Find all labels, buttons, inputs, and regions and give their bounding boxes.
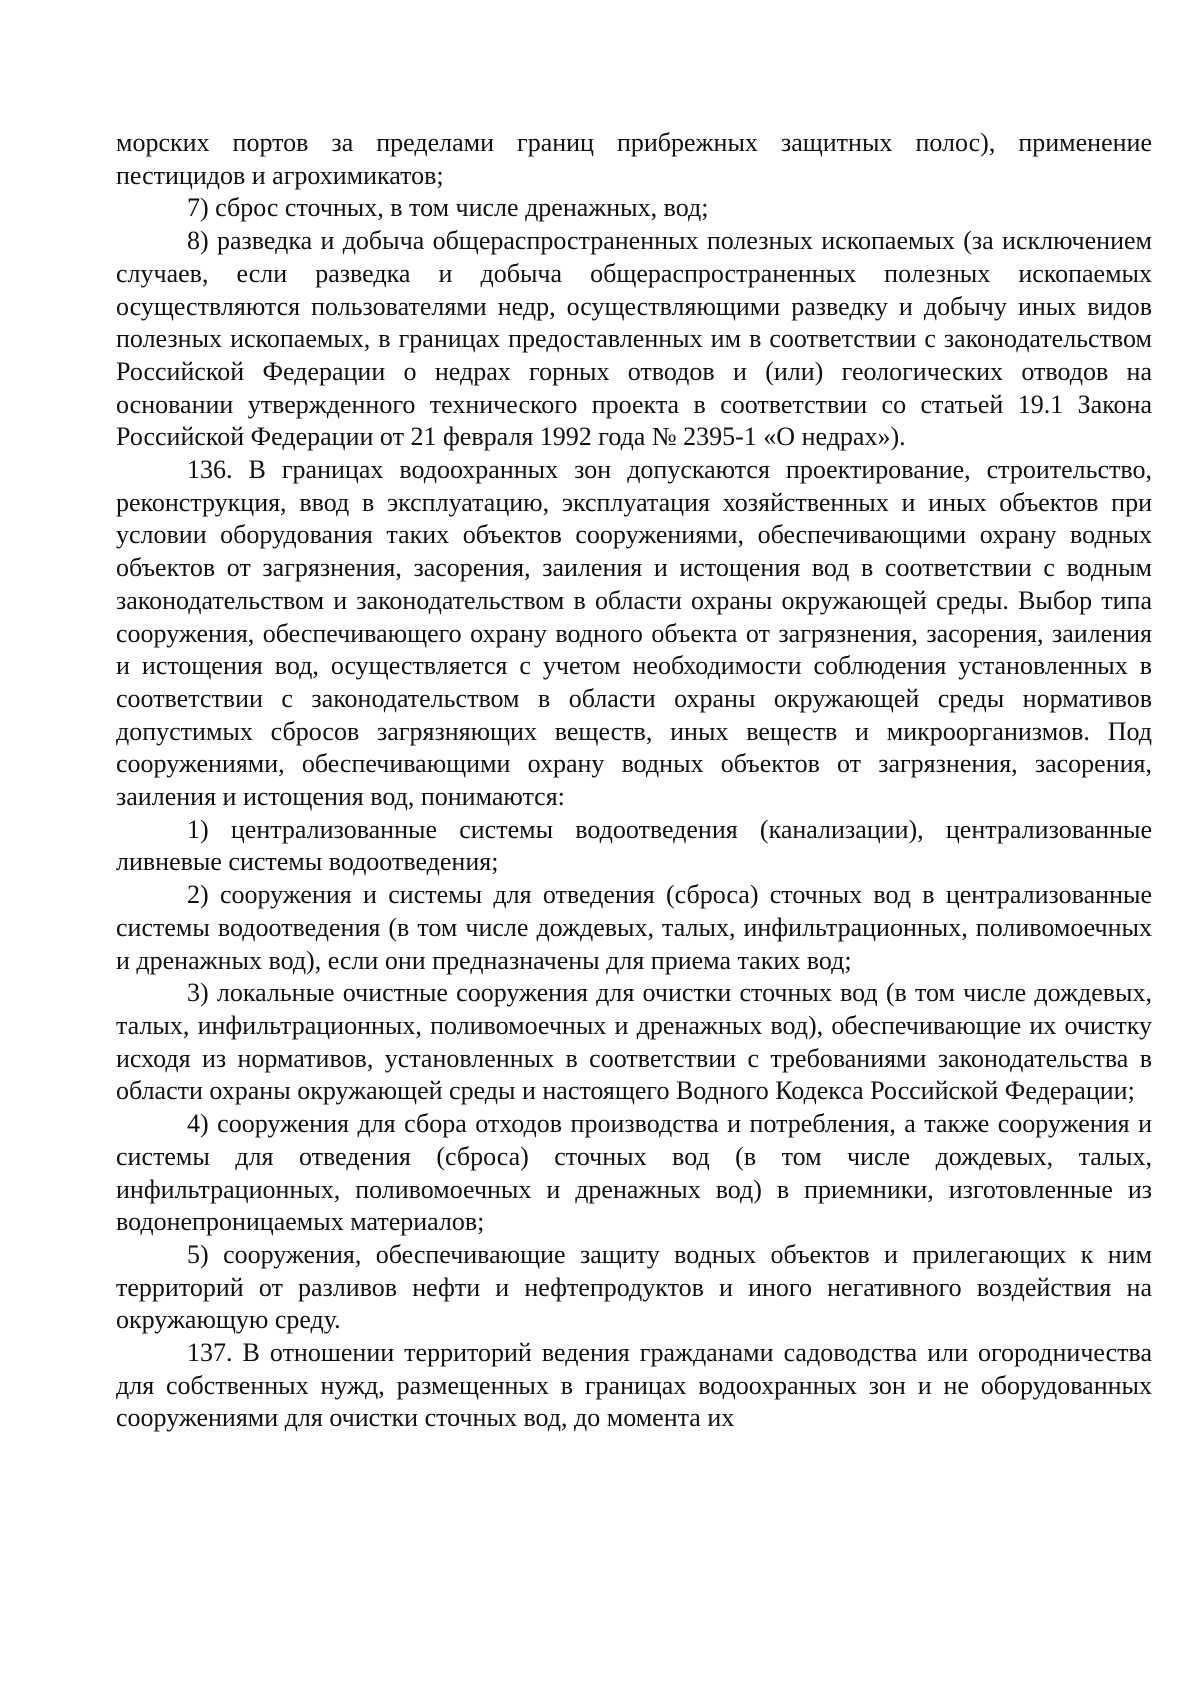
list-item-4: 4) сооружения для сбора отходов производства и потребления, а также сооружения и системы для отведения (сброса) сточных вод (в том числе дождевых, талых, инфильтрационных, поливомоечных и дренажных вод) в приемники, изготовленные из водонепроницаемых материалов; <box>116 1109 1152 1237</box>
list-item-1: 1) централизованные системы водоотведения (канализации), централизованные ливневые системы водоотведения; <box>116 814 1152 877</box>
list-item-2: 2) сооружения и системы для отведения (сброса) сточных вод в централизованные системы водоотведения (в том числе дождевых, талых, инфильтрационных, поливомоечных и дренажных вод), если они предназначены для приема таких вод; <box>116 880 1152 975</box>
document-page <box>116 127 1152 1435</box>
list-item-7: 7) сброс сточных, в том числе дренажных, вод; <box>187 193 709 223</box>
paragraph-136: 136. В границах водоохранных зон допускаются проектирование, строительство, реконструкция, ввод в эксплуатацию, эксплуатация хозяйственных и иных объектов при условии оборудования таких объектов сооружениями, обеспечивающими охрану водных объектов от загрязнения, засорения, заиления и истощения вод в соответствии с водным законодательством и законодательством в области охраны окружающей среды. Выбор типа сооружения, обеспечивающего охрану водного объекта от загрязнения, засорения, заиления и истощения вод, осуществляется с учетом необходимости соблюдения установленных в соответствии с законодательством в области охраны окружающей среды нормативов допустимых сбросов загрязняющих веществ, иных веществ и микроорганизмов. Под сооружениями, обеспечивающими охрану водных объектов от загрязнения, засорения, заиления и истощения вод, понимаются: <box>116 455 1152 812</box>
paragraph-continuation: морских портов за пределами границ прибрежных защитных полос), применение пестицидов и агрохимикатов; <box>116 128 1152 190</box>
list-item-8: 8) разведка и добыча общераспространенных полезных ископаемых (за исключением случаев, если разведка и добыча общераспространенных полезных ископаемых осуществляются пользователями недр, осуществляющими разведку и добычу иных видов полезных ископаемых, в границах предоставленных им в соответствии с законодательством Российской Федерации о недрах горных отводов и (или) геологических отводов на основании утвержденного технического проекта в соответствии со статьей 19.1 Закона Российской Федерации от 21 февраля 1992 года № 2395-1 «О недрах»). <box>116 226 1152 452</box>
paragraph-137: 137. В отношении территорий ведения гражданами садоводства или огородничества для собственных нужд, размещенных в границах водоохранных зон и не оборудованных сооружениями для очистки сточных вод, до момента их <box>116 1338 1152 1433</box>
list-item-5: 5) сооружения, обеспечивающие защиту водных объектов и прилегающих к ним территорий от разливов нефти и нефтепродуктов и иного негативного воздействия на окружающую среду. <box>116 1239 1152 1335</box>
list-item-3: 3) локальные очистные сооружения для очистки сточных вод (в том числе дождевых, талых, инфильтрационных, поливомоечных и дренажных вод), обеспечивающие их очистку исходя из нормативов, установленных в соответствии с требованиями законодательства в области охраны окружающей среды и настоящего Водного Кодекса Российской Федерации; <box>116 978 1152 1106</box>
